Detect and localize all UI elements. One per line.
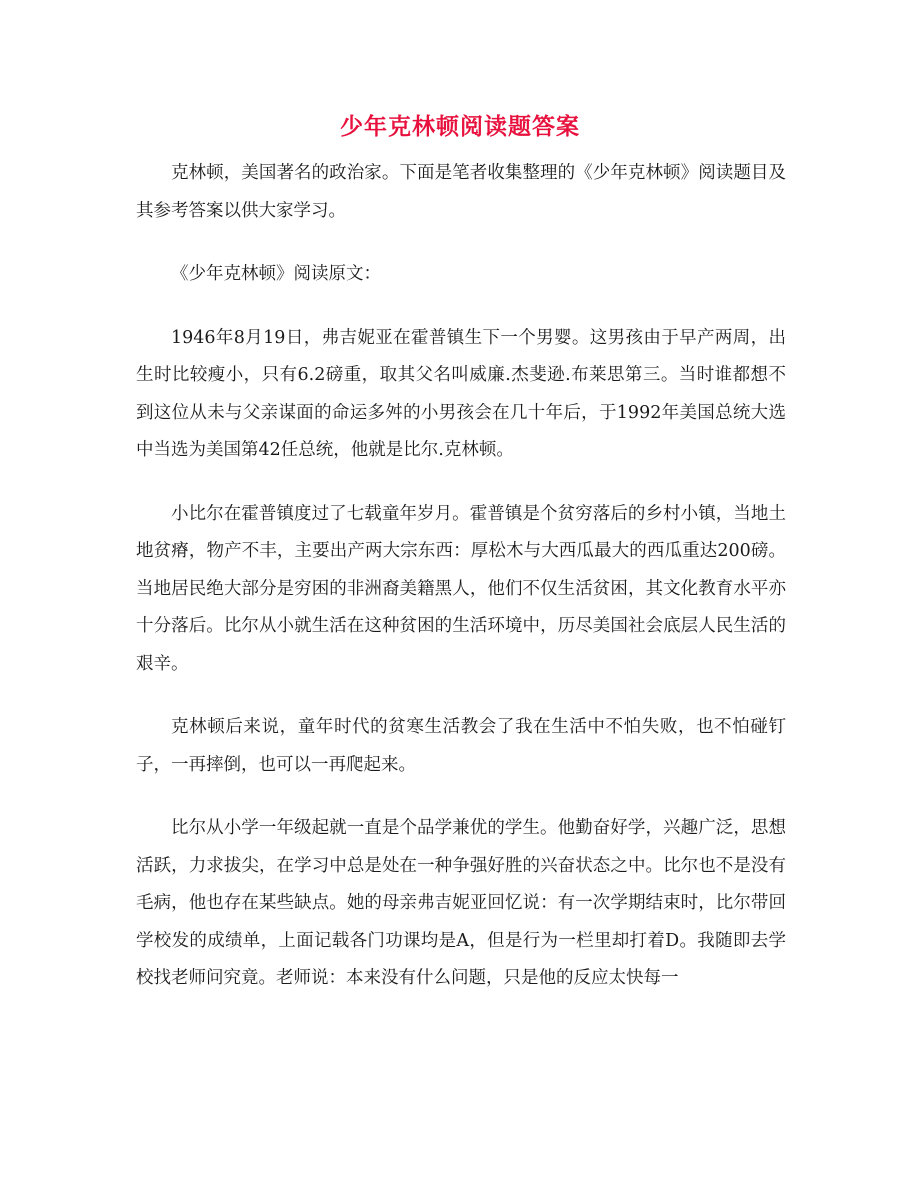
document-title: 少年克林顿阅读题答案 <box>340 114 580 140</box>
hometown-paragraph: 小比尔在霍普镇度过了七载童年岁月。霍普镇是个贫穷落后的乡村小镇，当地土地贫瘠，物产不丰，主要出产两大宗东西：厚松木与大西瓜最大的西瓜重达200磅。当地居民绝大部分是穷困的非洲裔美籍黑人，他们不仅生活贫困，其文化教育水平亦十分落后。比尔从小就生活在这种贫困的生活环境中，历尽美国社会底层人民生活的艰辛。 <box>136 503 786 674</box>
birth-paragraph: 1946年8月19日，弗吉妮亚在霍普镇生下一个男婴。这男孩由于早产两周，出生时比较瘦小，只有6.2磅重，取其父名叫威廉.杰斐逊.布莱思第三。当时谁都想不到这位从未与父亲谋面的命运多舛的小男孩会在几十年后，于1992年美国总统大选中当选为美国第42任总统，他就是比尔.克林顿。 <box>136 327 786 460</box>
intro-paragraph: 克林顿，美国著名的政治家。下面是笔者收集整理的《少年克林顿》阅读题目及其参考答案以供大家学习。 <box>136 163 786 221</box>
document-body <box>136 155 786 1024</box>
source-heading-paragraph: 《少年克林顿》阅读原文： <box>171 264 381 284</box>
quote-paragraph: 克林顿后来说，童年时代的贫寒生活教会了我在生活中不怕失败，也不怕碰钉子，一再摔倒，也可以一再爬起来。 <box>136 717 786 775</box>
school-paragraph: 比尔从小学一年级起就一直是个品学兼优的学生。他勤奋好学，兴趣广泛，思想活跃，力求拔尖，在学习中总是处在一种争强好胜的兴奋状态之中。比尔也不是没有毛病，他也存在某些缺点。她的母亲弗吉妮亚回忆说：有一次学期结束时，比尔带回学校发的成绩单，上面记载各门功课均是A，但是行为一栏里却打着D。我随即去学校找老师问究竟。老师说：本来没有什么问题，只是他的反应太快每一 <box>136 818 786 988</box>
